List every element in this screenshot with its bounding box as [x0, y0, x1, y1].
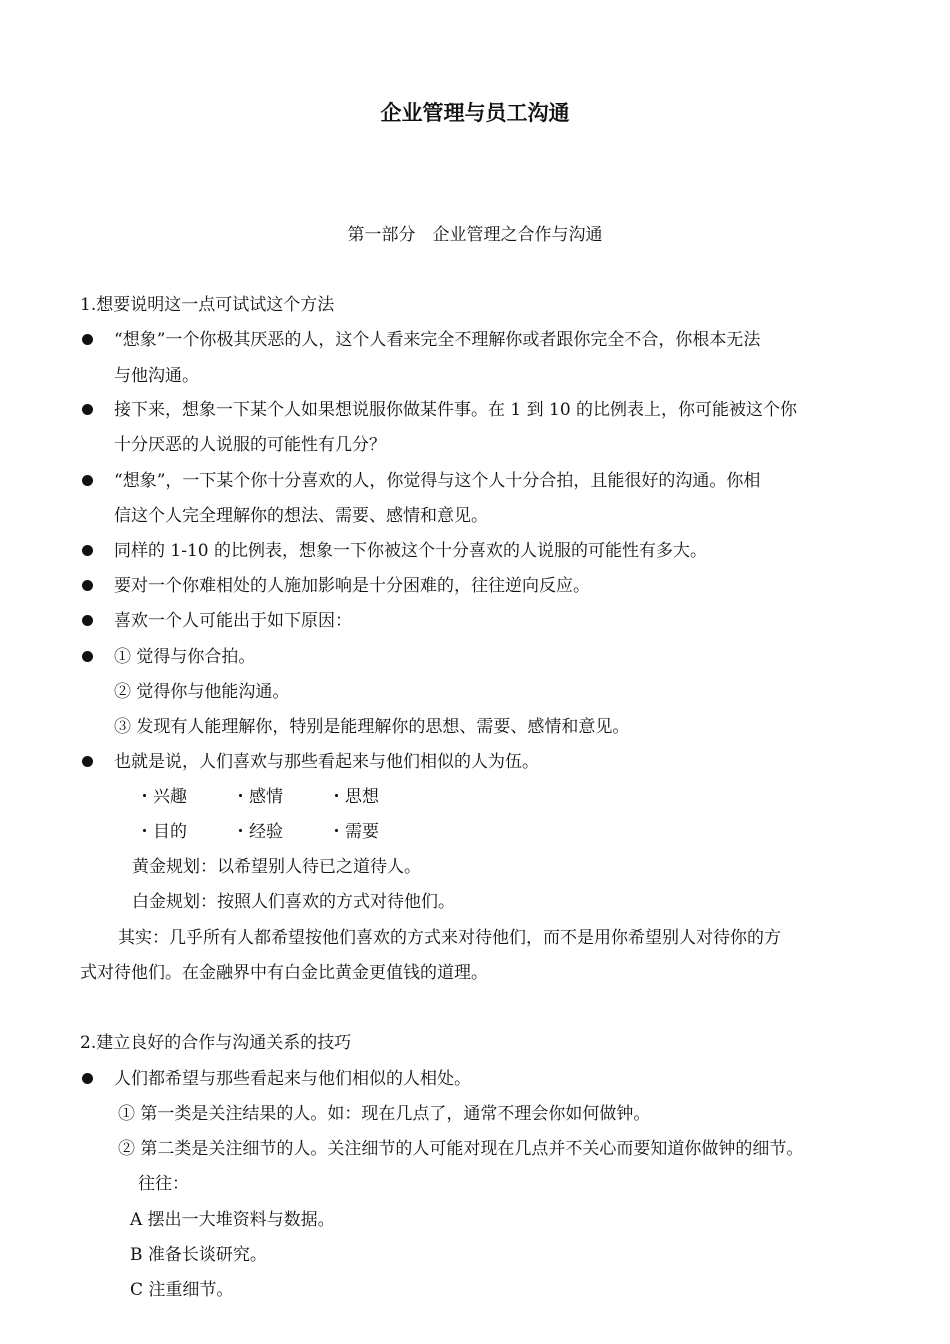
section-2-heading: 2.建立良好的合作与沟通关系的技巧 — [80, 1033, 352, 1053]
bullet-icon — [82, 756, 93, 767]
bullet-icon — [82, 475, 93, 486]
s1-bullet-5: 要对一个你难相处的人施加影响是十分困难的，往往逆向反应。 — [114, 576, 590, 596]
trait-experience: ・经验 — [232, 822, 283, 842]
reason-3: ③ 发现有人能理解你，特别是能理解你的思想、需要、感情和意见。 — [114, 717, 630, 737]
document-title: 企业管理与员工沟通 — [380, 100, 570, 125]
reason-2: ② 觉得你与他能沟通。 — [114, 682, 290, 702]
item-c: C 注重细节。 — [130, 1280, 234, 1300]
item-b: B 准备长谈研究。 — [130, 1245, 267, 1265]
type-2-details: ② 第二类是关注细节的人。关注细节的人可能对现在几点并不关心而要知道你做钟的细节。 — [118, 1139, 804, 1159]
bullet-icon — [82, 334, 93, 345]
trait-feeling: ・感情 — [232, 787, 283, 807]
note-line-2: 式对待他们。在金融界中有白金比黄金更值钱的道理。 — [80, 963, 488, 983]
s1-bullet-3-line-1: “想象”，一下某个你十分喜欢的人，你觉得与这个人十分合拍，且能很好的沟通。你相 — [114, 471, 761, 491]
s1-bullet-3-line-2: 信这个人完全理解你的想法、需要、感情和意见。 — [114, 506, 488, 526]
bullet-icon — [82, 545, 93, 556]
item-a: A 摆出一大堆资料与数据。 — [130, 1210, 335, 1230]
golden-rule: 黄金规划：以希望别人待已之道待人。 — [132, 857, 421, 877]
s1-bullet-6: 喜欢一个人可能出于如下原因： — [114, 611, 352, 631]
trait-interest: ・兴趣 — [136, 787, 187, 807]
section-1-heading: 1.想要说明这一点可试试这个方法 — [80, 295, 335, 315]
s2-bullet-1: 人们都希望与那些看起来与他们相似的人相处。 — [114, 1069, 471, 1089]
trait-purpose: ・目的 — [136, 822, 187, 842]
s1-bullet-8: 也就是说，人们喜欢与那些看起来与他们相似的人为伍。 — [114, 752, 539, 772]
often-label: 往往： — [138, 1174, 189, 1194]
s1-bullet-1-line-2: 与他沟通。 — [114, 366, 199, 386]
reason-1: ① 觉得与你合拍。 — [114, 647, 256, 667]
part-heading: 第一部分 企业管理之合作与沟通 — [347, 225, 603, 245]
bullet-icon — [82, 1073, 93, 1084]
bullet-icon — [82, 404, 93, 415]
type-1-results: ① 第一类是关注结果的人。如：现在几点了，通常不理会你如何做钟。 — [118, 1104, 651, 1124]
s1-bullet-2-line-2: 十分厌恶的人说服的可能性有几分？ — [114, 435, 386, 455]
s1-bullet-2-line-1: 接下来，想象一下某个人如果想说服你做某件事。在 1 到 10 的比例表上，你可能被这个你 — [114, 400, 798, 420]
trait-thought: ・思想 — [328, 787, 379, 807]
platinum-rule: 白金规划：按照人们喜欢的方式对待他们。 — [132, 892, 455, 912]
bullet-icon — [82, 580, 93, 591]
bullet-icon — [82, 615, 93, 626]
s1-bullet-4: 同样的 1-10 的比例表，想象一下你被这个十分喜欢的人说服的可能性有多大。 — [114, 541, 707, 561]
trait-need: ・需要 — [328, 822, 379, 842]
note-line-1: 其实：几乎所有人都希望按他们喜欢的方式来对待他们，而不是用你希望别人对待你的方 — [118, 928, 781, 948]
bullet-icon — [82, 651, 93, 662]
s1-bullet-1-line-1: “想象”一个你极其厌恶的人，这个人看来完全不理解你或者跟你完全不合，你根本无法 — [114, 330, 761, 350]
